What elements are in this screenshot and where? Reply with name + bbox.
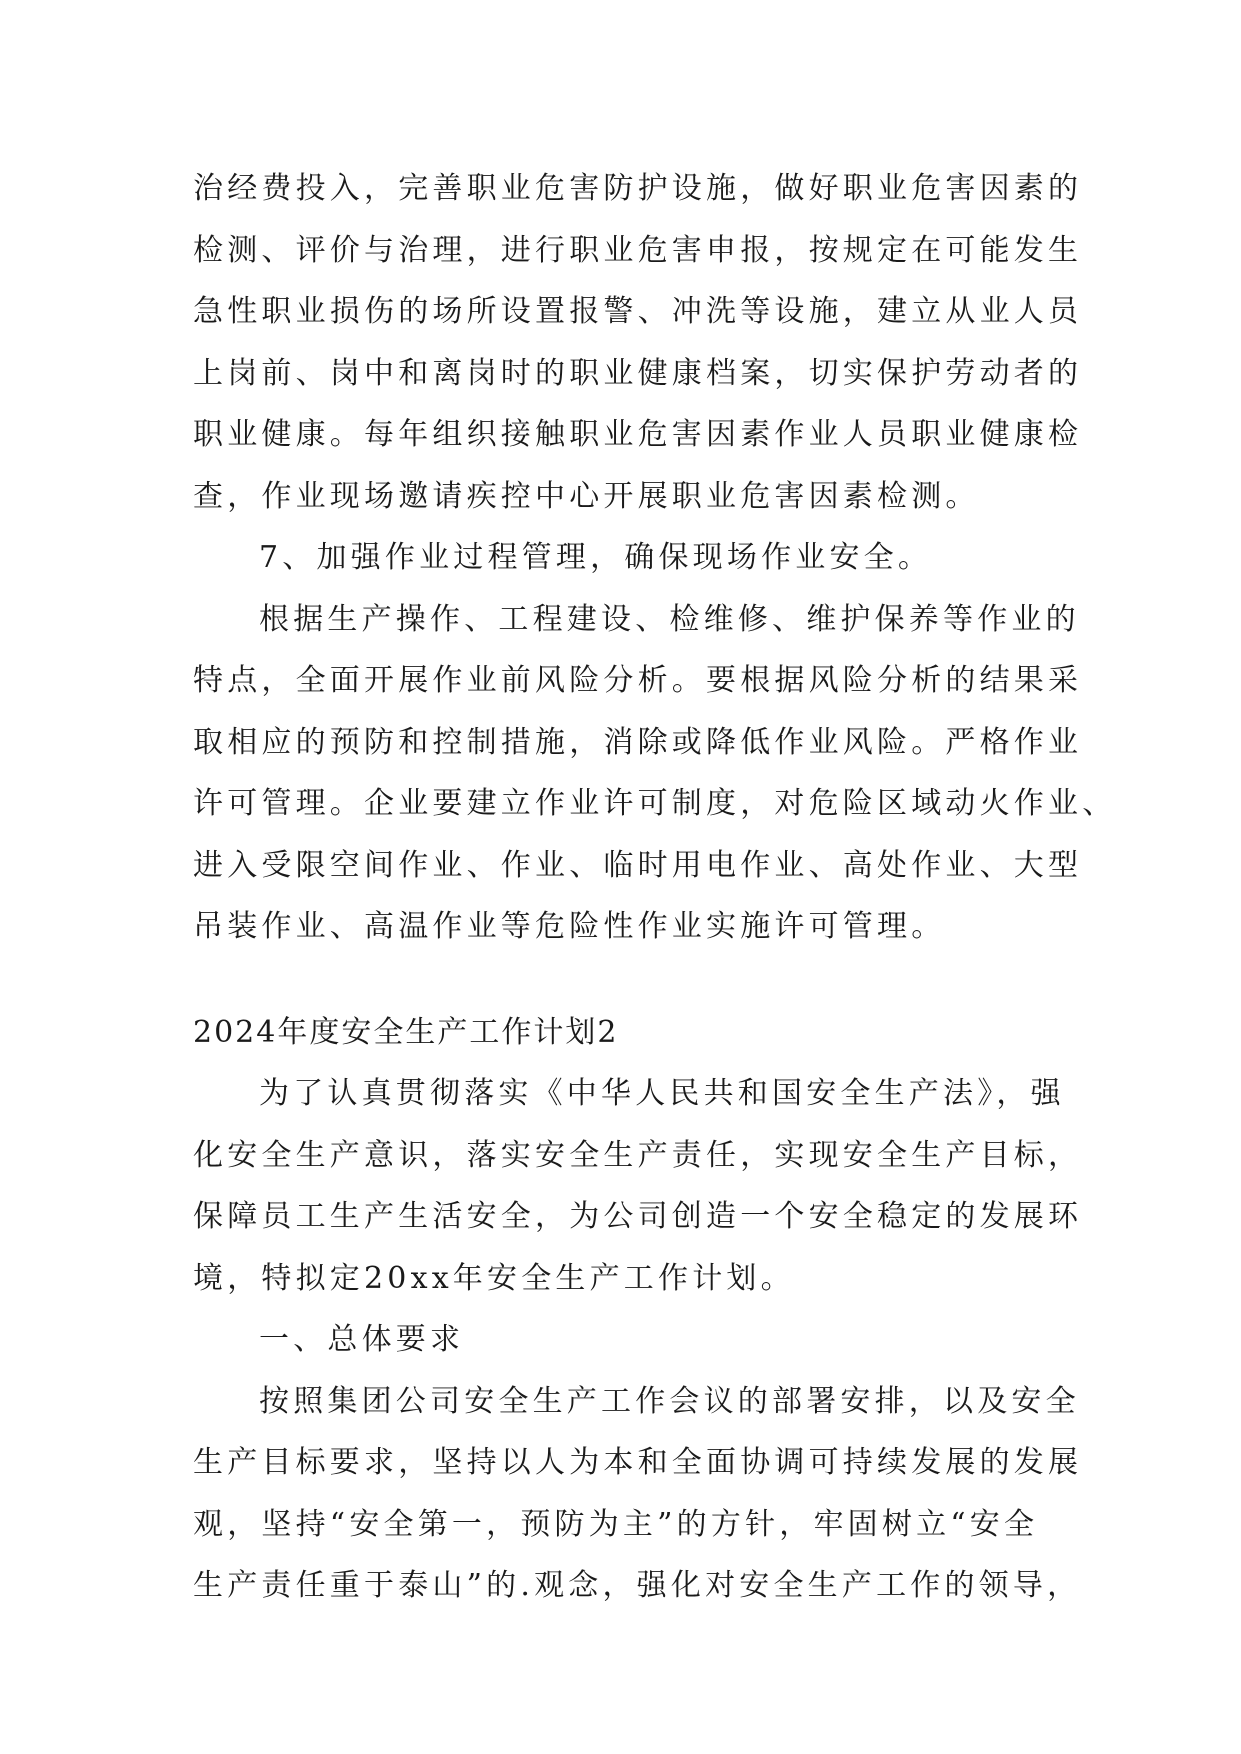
text-line: 治经费投入，完善职业危害防护设施，做好职业危害因素的	[193, 171, 1083, 206]
text-line: 按照集团公司安全生产工作会议的部署安排，以及安全	[259, 1383, 1080, 1419]
item-7-heading: 7、加强作业过程管理，确保现场作业安全。	[259, 540, 933, 575]
text-line: 进入受限空间作业、作业、临时用电作业、高处作业、大型	[193, 847, 1083, 883]
document-body	[193, 158, 1117, 1617]
text-line: 特点，全面开展作业前风险分析。要根据风险分析的结果采	[193, 663, 1083, 698]
text-line: 保障员工生产生活安全，为公司创造一个安全稳定的发展环	[193, 1199, 1083, 1234]
text-line: 为了认真贯彻落实《中华人民共和国安全生产法》，强	[259, 1076, 1065, 1111]
text-line: 检测、评价与治理，进行职业危害申报，按规定在可能发生	[193, 232, 1083, 268]
text-line: 化安全生产意识，落实安全生产责任，实现安全生产目标，	[193, 1137, 1083, 1173]
text-line: 根据生产操作、工程建设、检维修、维护保养等作业的	[259, 601, 1080, 637]
text-line: 生产责任重于泰山”的.观念，强化对安全生产工作的领导，	[193, 1568, 1082, 1603]
text-line: 许可管理。企业要建立作业许可制度，对危险区域动火作业、	[193, 786, 1117, 821]
text-line: 境，特拟定20xx年安全生产工作计划。	[193, 1260, 795, 1296]
text-line: 查，作业现场邀请疾控中心开展职业危害因素检测。	[193, 478, 980, 514]
section-gap	[193, 958, 1055, 1002]
text-line: 吊装作业、高温作业等危险性作业实施许可管理。	[193, 909, 946, 944]
text-line: 取相应的预防和控制措施，消除或降低作业风险。严格作业	[193, 724, 1083, 760]
text-line: 生产目标要求，坚持以人为本和全面协调可持续发展的发展	[193, 1445, 1083, 1480]
section-2-title: 2024年度安全生产工作计划2	[193, 1014, 619, 1050]
text-line: 急性职业损伤的场所设置报警、冲洗等设施，建立从业人员	[193, 294, 1083, 329]
text-line: 上岗前、岗中和离岗时的职业健康档案，切实保护劳动者的	[193, 355, 1083, 391]
general-requirements-heading: 一、总体要求	[259, 1322, 465, 1357]
text-line: 观，坚持“安全第一，预防为主”的方针，牢固树立“安全	[193, 1506, 1039, 1542]
text-line: 职业健康。每年组织接触职业危害因素作业人员职业健康检	[193, 417, 1083, 452]
